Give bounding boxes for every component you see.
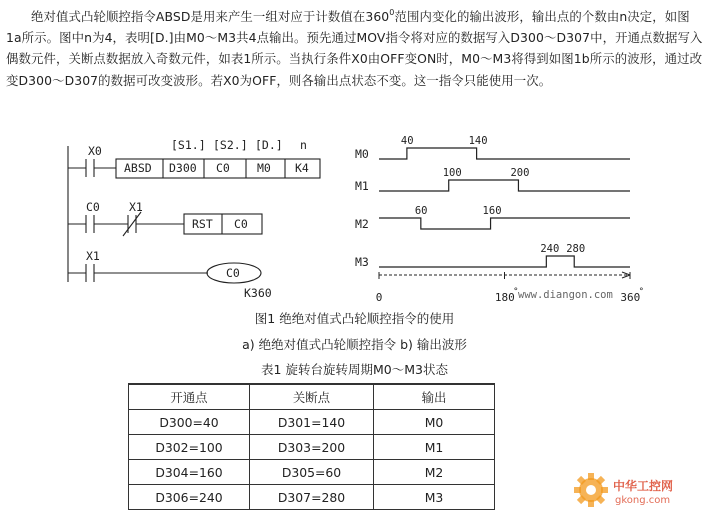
- table-row: [129, 460, 495, 485]
- signal-label-m2: M2: [355, 217, 369, 231]
- axis-degree-mark: °: [513, 287, 519, 297]
- cell: D307=280: [250, 485, 374, 510]
- table-row: [129, 435, 495, 460]
- cell: D305=60: [250, 460, 374, 485]
- signal-label-m1: M1: [355, 179, 369, 193]
- gkong-logo: [571, 470, 701, 510]
- axis-label-0: 0: [375, 291, 383, 304]
- s1-value: D300: [169, 161, 197, 175]
- th-output: 输出: [374, 384, 495, 410]
- table-row: [129, 485, 495, 510]
- off-point-label: 140: [468, 135, 488, 147]
- contact-c0-label: C0: [86, 200, 100, 214]
- signal-label-m0: M0: [355, 147, 369, 161]
- cell: M2: [374, 460, 495, 485]
- contact-x0-label: X0: [88, 144, 102, 158]
- absd-label: ABSD: [124, 161, 152, 175]
- n-value: K4: [295, 161, 309, 175]
- header-n: n: [300, 138, 307, 152]
- para-text-1: 绝对值式凸轮顺控指令ABSD是用来产生一组对应于计数值在360: [31, 9, 390, 24]
- s2-value: C0: [216, 161, 230, 175]
- logo-domain: gkong.com: [615, 495, 671, 506]
- axis-label-180: 180: [494, 291, 515, 304]
- signal-label-m3: M3: [355, 255, 369, 269]
- axis-label-360: 360: [620, 291, 641, 304]
- contact-x1-label: X1: [86, 249, 100, 263]
- coil-c0-label: C0: [226, 266, 240, 280]
- contact-x1-nc-label: X1: [129, 200, 143, 214]
- table-title: 表1 旋转台旋转周期M0～M3状态: [261, 362, 448, 377]
- cell: D301=140: [250, 410, 374, 435]
- figure-subcaption: a) 绝绝对值式凸轮顺控指令 b) 输出波形: [242, 337, 467, 352]
- cell: M0: [374, 410, 495, 435]
- on-point-label: 40: [400, 135, 414, 147]
- state-table: [128, 383, 495, 510]
- para-text-2: 范围内变化的输出波形，输出点的个数由n决定，如图1a所示。图中n为4，表明[D.]由M0～M3共4点输出。预先通过MOV指令将对应的数据写入D300～D307中，开通点数据写入偶数元件，关断点数据放入奇数元件，如表1所示。当执行条件X0由OFF变ON时，M0～M3将得到如图1b所示的波形，通过改变D300～D307的数据可改变波形。若X0为OFF，则各输出点状态不变。这一指令只能使用一次。: [6, 9, 703, 88]
- cell: D302=100: [129, 435, 250, 460]
- axis-degree-mark: °: [638, 287, 645, 297]
- table-row: [129, 410, 495, 435]
- gear-icon: [571, 470, 701, 510]
- d-value: M0: [257, 161, 271, 175]
- off-point-label: 60: [414, 205, 428, 217]
- on-point-label: 100: [442, 167, 462, 179]
- watermark-url: www.diangon.com: [518, 289, 613, 301]
- degree-superscript: 0: [389, 8, 395, 17]
- header-s2: [S2.]: [213, 138, 248, 152]
- table-header-row: [129, 384, 495, 410]
- waveform-m3: [379, 256, 630, 267]
- on-point-label: 240: [540, 243, 560, 255]
- cell: D304=160: [129, 460, 250, 485]
- cell: D306=240: [129, 485, 250, 510]
- th-on: 开通点: [129, 384, 250, 410]
- coil-preset: K360: [244, 286, 272, 300]
- th-off: 关断点: [250, 384, 374, 410]
- waveform-m0: [379, 148, 630, 159]
- header-d: [D.]: [255, 138, 283, 152]
- figure-caption: 图1 绝绝对值式凸轮顺控指令的使用: [254, 311, 455, 326]
- logo-name: 中华工控网: [613, 479, 674, 493]
- cell: M1: [374, 435, 495, 460]
- rst-label: RST: [192, 217, 213, 231]
- cell: D303=200: [250, 435, 374, 460]
- rst-operand: C0: [234, 217, 248, 231]
- header-s1: [S1.]: [171, 138, 206, 152]
- cell: M3: [374, 485, 495, 510]
- off-point-label: 200: [510, 167, 530, 179]
- cell: D300=40: [129, 410, 250, 435]
- off-point-label: 280: [566, 243, 586, 255]
- waveform-m1: [379, 180, 630, 191]
- waveform-m2: [379, 218, 630, 229]
- on-point-label: 160: [482, 205, 502, 217]
